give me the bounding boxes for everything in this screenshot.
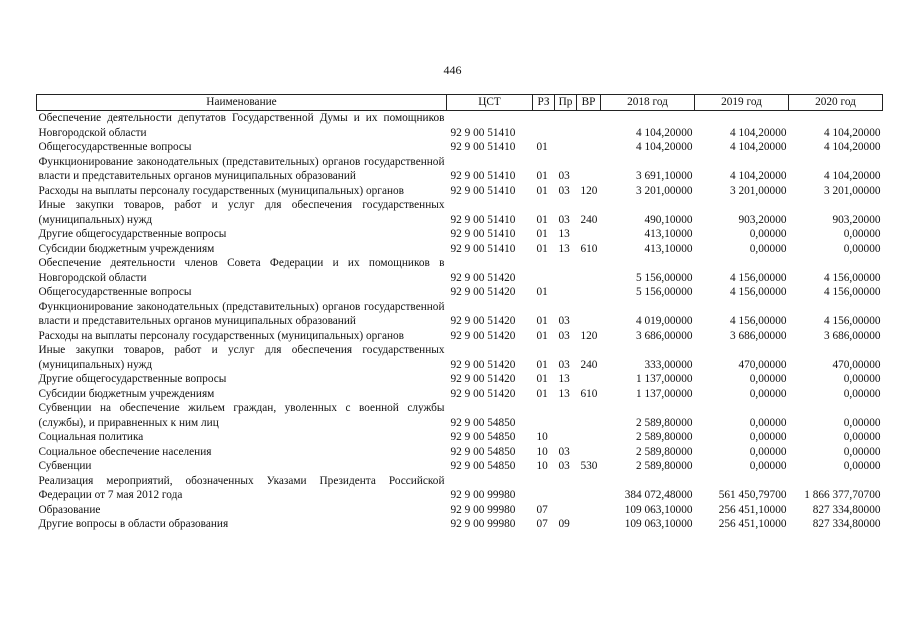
row-2018: 2 589,80000: [636, 416, 693, 429]
row-rz: [533, 111, 555, 141]
row-rz: 01: [536, 141, 548, 153]
row-2020: 0,00000: [843, 228, 881, 240]
row-name: Субвенции на обеспечение жильем граждан, уволенных с военной службы (службы), и приравненных к ним лиц: [38, 402, 445, 429]
table-row: [37, 503, 883, 518]
row-vr: 120: [580, 184, 598, 197]
row-name: Расходы на выплаты персоналу государственных (муниципальных) органов: [38, 184, 404, 197]
header-2018: 2018 год: [601, 95, 695, 111]
row-vr: [577, 300, 601, 329]
row-vr: [577, 155, 601, 184]
row-2019: 4 104,20000: [730, 141, 787, 153]
row-vr: [577, 474, 601, 503]
row-2018: 333,00000: [644, 358, 693, 371]
row-2020: 0,00000: [843, 416, 881, 429]
row-2019: 3 201,00000: [730, 184, 787, 197]
row-rz: [533, 474, 555, 503]
row-name: Иные закупки товаров, работ и услуг для обеспечения государственных (муниципальных) нужд: [38, 199, 445, 226]
table-row: [37, 372, 883, 387]
row-2018: 109 063,10000: [624, 503, 693, 516]
row-vr: [577, 430, 601, 445]
row-pr: [555, 140, 577, 155]
row-2018: 5 156,00000: [636, 271, 693, 284]
row-pr: 03: [558, 460, 570, 472]
table-row: [37, 300, 883, 329]
table-header-row: [37, 95, 883, 111]
row-cst: 92 9 00 54850: [450, 460, 516, 472]
row-2020: 3 686,00000: [824, 329, 881, 342]
row-2019: 0,00000: [749, 387, 787, 400]
row-pr: [555, 111, 577, 141]
row-name: Другие общегосударственные вопросы: [38, 228, 227, 240]
row-cst: 92 9 00 51410: [450, 228, 516, 240]
row-rz: 01: [536, 373, 548, 385]
row-2019: 4 156,00000: [730, 286, 787, 298]
row-2019: 0,00000: [749, 373, 787, 385]
row-rz: 07: [536, 518, 548, 530]
row-2018: 2 589,80000: [636, 460, 693, 472]
row-cst: 92 9 00 99980: [450, 518, 516, 530]
row-2019: 903,20000: [738, 213, 787, 226]
row-cst: 92 9 00 54850: [450, 445, 516, 458]
row-cst: 92 9 00 99980: [450, 503, 516, 516]
row-vr: [577, 517, 601, 532]
row-cst: 92 9 00 51410: [450, 184, 516, 197]
row-2020: 3 201,00000: [824, 184, 881, 197]
row-name: Расходы на выплаты персоналу государственных (муниципальных) органов: [38, 329, 404, 342]
row-vr: [577, 445, 601, 460]
row-2018: 109 063,10000: [624, 518, 693, 530]
row-pr: [555, 401, 577, 430]
table-row: [37, 517, 883, 532]
budget-table: [36, 94, 883, 532]
page-number: 446: [443, 63, 462, 77]
row-vr: 530: [580, 460, 598, 472]
header-name: Наименование: [37, 95, 447, 111]
row-vr: [577, 140, 601, 155]
row-name: Функционирование законодательных (представительных) органов государственной власти и представительных органов муниципальных образований: [38, 155, 445, 182]
row-name: Реализация мероприятий, обозначенных Указами Президента Российской Федерации от 7 мая 2012 года: [38, 474, 445, 501]
table-row: [37, 459, 883, 474]
table-row: [37, 430, 883, 445]
row-2019: 0,00000: [749, 445, 787, 458]
row-2020: 4 104,20000: [824, 170, 881, 182]
row-vr: 240: [580, 358, 598, 371]
row-rz: 10: [536, 445, 548, 458]
row-cst: 92 9 00 51420: [450, 387, 516, 400]
row-2018: 4 104,20000: [636, 126, 693, 139]
row-2019: 0,00000: [749, 431, 787, 443]
row-pr: 09: [558, 518, 570, 530]
row-cst: 92 9 00 51410: [450, 242, 516, 255]
table-row: [37, 343, 883, 372]
row-vr: [577, 401, 601, 430]
row-2020: 0,00000: [843, 460, 881, 472]
row-cst: 92 9 00 51410: [450, 126, 516, 139]
row-vr: [577, 227, 601, 242]
row-2020: 0,00000: [843, 387, 881, 400]
table-row: [37, 401, 883, 430]
row-pr: 03: [558, 358, 570, 371]
row-pr: [555, 256, 577, 285]
row-rz: 07: [536, 503, 548, 516]
header-cst: ЦСТ: [447, 95, 533, 111]
row-vr: [577, 285, 601, 300]
row-name: Обеспечение деятельности членов Совета Федерации и их помощников в Новгородской области: [38, 257, 445, 284]
table-row: [37, 474, 883, 503]
row-pr: [555, 285, 577, 300]
row-name: Субвенции: [38, 460, 92, 472]
header-2019: 2019 год: [695, 95, 789, 111]
row-2018: 3 691,10000: [636, 170, 693, 182]
row-rz: 01: [536, 358, 548, 371]
row-2020: 0,00000: [843, 242, 881, 255]
row-name: Субсидии бюджетным учреждениям: [38, 242, 215, 255]
row-cst: 92 9 00 51410: [450, 170, 516, 182]
row-cst: 92 9 00 51420: [450, 358, 516, 371]
row-cst: 92 9 00 51410: [450, 141, 516, 153]
row-cst: 92 9 00 51420: [450, 271, 516, 284]
table-row: [37, 155, 883, 184]
row-2020: 0,00000: [843, 431, 881, 443]
row-2019: 0,00000: [749, 460, 787, 472]
table-row: [37, 227, 883, 242]
row-2020: 4 156,00000: [824, 315, 881, 327]
row-name: Образование: [38, 503, 101, 516]
row-cst: 92 9 00 51420: [450, 329, 516, 342]
table-row: [37, 198, 883, 227]
row-2019: 256 451,10000: [718, 503, 787, 516]
table-row: [37, 256, 883, 285]
table-row: [37, 242, 883, 257]
table-row: [37, 184, 883, 199]
header-pr: Пр: [555, 95, 577, 111]
row-2018: 1 137,00000: [636, 373, 693, 385]
row-pr: 03: [558, 445, 570, 458]
row-vr: 120: [580, 329, 598, 342]
row-2018: 5 156,00000: [636, 286, 693, 298]
row-cst: 92 9 00 54850: [450, 416, 516, 429]
row-rz: 01: [536, 170, 548, 182]
row-rz: 10: [536, 460, 548, 472]
row-2019: 4 156,00000: [730, 271, 787, 284]
row-2018: 3 201,00000: [636, 184, 693, 197]
table-row: [37, 140, 883, 155]
row-rz: 10: [536, 431, 548, 443]
header-rz: РЗ: [533, 95, 555, 111]
row-2020: 4 104,20000: [824, 126, 881, 139]
row-2020: 0,00000: [843, 445, 881, 458]
header-2020: 2020 год: [789, 95, 883, 111]
row-2020: 827 334,80000: [812, 518, 881, 530]
row-2020: 4 104,20000: [824, 141, 881, 153]
row-2019: 0,00000: [749, 242, 787, 255]
row-2018: 490,10000: [644, 213, 693, 226]
row-vr: 240: [580, 213, 598, 226]
row-vr: [577, 256, 601, 285]
row-pr: [555, 474, 577, 503]
row-2020: 0,00000: [843, 373, 881, 385]
row-rz: 01: [536, 184, 548, 197]
row-2018: 413,10000: [644, 228, 693, 240]
row-pr: [555, 503, 577, 518]
row-cst: 92 9 00 51420: [450, 373, 516, 385]
row-2019: 4 104,20000: [730, 126, 787, 139]
row-name: Другие общегосударственные вопросы: [38, 373, 227, 385]
row-cst: 92 9 00 99980: [450, 489, 516, 501]
row-rz: 01: [536, 387, 548, 400]
row-2020: 1 866 377,70700: [804, 489, 881, 501]
row-vr: [577, 503, 601, 518]
row-rz: 01: [536, 228, 548, 240]
row-2018: 4 019,00000: [636, 315, 693, 327]
row-2018: 1 137,00000: [636, 387, 693, 400]
row-pr: 13: [558, 242, 570, 255]
row-name: Социальное обеспечение населения: [38, 445, 212, 458]
row-rz: 01: [536, 213, 548, 226]
row-2019: 0,00000: [749, 416, 787, 429]
row-2018: 413,10000: [644, 242, 693, 255]
row-rz: 01: [536, 329, 548, 342]
row-rz: 01: [536, 242, 548, 255]
row-2019: 3 686,00000: [730, 329, 787, 342]
row-name: Субсидии бюджетным учреждениям: [38, 387, 215, 400]
row-cst: 92 9 00 54850: [450, 431, 516, 443]
row-name: Общегосударственные вопросы: [38, 286, 192, 298]
row-cst: 92 9 00 51420: [450, 286, 516, 298]
table-row: [37, 111, 883, 141]
row-pr: 03: [558, 329, 570, 342]
header-vr: ВР: [577, 95, 601, 111]
row-2019: 0,00000: [749, 228, 787, 240]
row-pr: [555, 430, 577, 445]
row-2018: 384 072,48000: [624, 489, 693, 501]
row-rz: 01: [536, 315, 548, 327]
row-name: Обеспечение деятельности депутатов Государственной Думы и их помощников Новгородской области: [38, 112, 445, 139]
row-pr: 03: [558, 184, 570, 197]
row-name: Социальная политика: [38, 431, 144, 443]
row-vr: 610: [580, 387, 598, 400]
row-vr: 610: [580, 242, 598, 255]
row-pr: 03: [558, 170, 570, 182]
row-cst: 92 9 00 51420: [450, 315, 516, 327]
row-2020: 827 334,80000: [812, 503, 881, 516]
row-name: Общегосударственные вопросы: [38, 141, 192, 153]
row-cst: 92 9 00 51410: [450, 213, 516, 226]
row-2019: 470,00000: [738, 358, 787, 371]
row-rz: [533, 256, 555, 285]
row-pr: 03: [558, 213, 570, 226]
row-rz: 01: [536, 286, 548, 298]
row-2018: 4 104,20000: [636, 141, 693, 153]
row-vr: [577, 372, 601, 387]
row-name: Иные закупки товаров, работ и услуг для обеспечения государственных (муниципальных) нужд: [38, 344, 445, 371]
row-2020: 903,20000: [832, 213, 881, 226]
table-row: [37, 285, 883, 300]
row-pr: 13: [558, 373, 570, 385]
table-row: [37, 387, 883, 402]
row-2018: 2 589,80000: [636, 431, 693, 443]
table-row: [37, 329, 883, 344]
row-vr: [577, 111, 601, 141]
row-name: Другие вопросы в области образования: [38, 518, 229, 530]
table-row: [37, 445, 883, 460]
row-2018: 3 686,00000: [636, 329, 693, 342]
row-2019: 256 451,10000: [718, 518, 787, 530]
row-pr: 03: [558, 315, 570, 327]
row-2020: 4 156,00000: [824, 271, 881, 284]
row-rz: [533, 401, 555, 430]
row-pr: 13: [558, 228, 570, 240]
row-2018: 2 589,80000: [636, 445, 693, 458]
row-2019: 4 104,20000: [730, 170, 787, 182]
row-2020: 470,00000: [832, 358, 881, 371]
row-pr: 13: [558, 387, 570, 400]
row-2019: 4 156,00000: [730, 315, 787, 327]
row-2020: 4 156,00000: [824, 286, 881, 298]
row-name: Функционирование законодательных (представительных) органов государственной власти и представительных органов муниципальных образований: [38, 300, 445, 327]
row-2019: 561 450,79700: [718, 489, 787, 501]
